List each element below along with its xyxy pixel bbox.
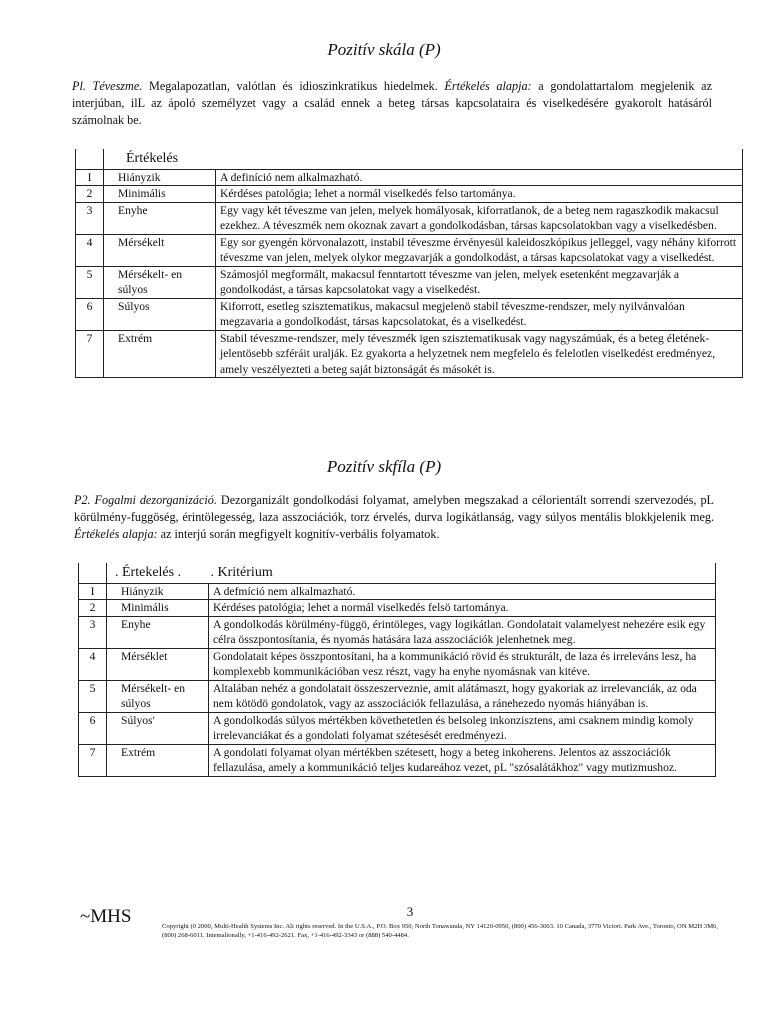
rating-level: Mérsékelt- en súlyos — [107, 680, 209, 712]
rating-criterion: A defmíció nem alkalmazható. — [209, 583, 716, 600]
column-rating: . Értekelés . — [107, 563, 209, 583]
rating-number: 7 — [76, 330, 104, 378]
rating-row — [76, 169, 743, 186]
item-code: Pl. Téveszme. — [72, 79, 143, 93]
rating-criterion: Számosjól megformált, makacsul fenntartott téveszme van jelen, melyek esetenként megzavarják a gondolkodást, a társas kapcsolatokat vagy a viselkedést. — [216, 266, 743, 298]
column-criterion — [216, 149, 743, 169]
rating-level: Súlyos — [104, 298, 216, 330]
rating-number: 2 — [76, 186, 104, 203]
rating-criterion: A gondolkodás súlyos mértékben követhetetlen és belsoleg inkonzisztens, ami csaknem mindig komoly irrelevanciákat és a gondolati folyamat szétesését eredményezi. — [209, 712, 716, 744]
rating-basis-text: az interjú során megfigyelt kognitív-verbális folyamatok. — [157, 527, 440, 541]
rating-rows — [76, 169, 743, 378]
rating-row — [79, 680, 716, 712]
rating-basis-label: Értékelés alapja: — [444, 79, 532, 93]
rating-level: Extrém — [107, 744, 209, 776]
column-number — [76, 149, 104, 169]
rating-number: 6 — [79, 712, 107, 744]
rating-row — [79, 600, 716, 617]
rating-row — [79, 744, 716, 776]
page-number: 3 — [406, 904, 414, 919]
column-number — [79, 563, 107, 583]
rating-row — [76, 330, 743, 378]
rating-row — [76, 298, 743, 330]
rating-number: 4 — [76, 234, 104, 266]
rating-row — [76, 234, 743, 266]
rating-level: Minimális — [107, 600, 209, 617]
rating-number: 3 — [79, 616, 107, 648]
rating-criterion: A gondolati folyamat olyan mértékben szétesett, hogy a beteg inkoherens. Jelentos az asszociációk fellazulása, amely a kommunikáció teljes kudareához vezet, pL "szósalátákhoz" vagy mutizmushoz. — [209, 744, 716, 776]
rating-criterion: Egy vagy két téveszme van jelen, melyek homályosak, kiforratlanok, de a beteg nem ragaszkodik makacsul ezekhez. A téveszmék nem okoznak zavart a gondolkodásban, társas kapcsolatokban vagy a viselkedésben. — [216, 202, 743, 234]
column-rating: Értékelés — [104, 149, 216, 169]
rating-row — [76, 202, 743, 234]
copyright-notice: Copyright (0 2000, Multi-Health Systems Inc. Ali rights reserved. In the U.S.A., P.O. Box 950, North Tonawanda, NY 14120-0950, (800) 456-3003. 10 Canada, 3770 Victori. Park Ave., Toronto, ON M2H 3M6, (800) 268-6011. Intemalionally, +1-416-492-2621. Fax, +1-416-492-3343 or (888) 540-4484. — [162, 923, 718, 939]
rating-criterion: Altalában nehéz a gondolatait összeszerveznie, amit alátámaszt, hogy gyakoriak az irrelevanciák, az oda nem kötödö gondolatok, vagy az asszociációk fellazulása, a ránehezedo nyomás hiányában is. — [209, 680, 716, 712]
rating-criterion: Gondolatait képes összpontosítani, ha a kommunikáció rövid és strukturált, de laza és irreleváns lesz, ha komplexebb kommunikációban vesz részt, vagy ha enyhe nyomásnak van kitéve. — [209, 648, 716, 680]
rating-level: Hiányzik — [107, 583, 209, 600]
rating-level: Minimális — [104, 186, 216, 203]
rating-number: 7 — [79, 744, 107, 776]
rating-criterion: A definíció nem alkalmazható. — [216, 169, 743, 186]
rating-level: Mérsékelt — [104, 234, 216, 266]
rating-number: 6 — [76, 298, 104, 330]
rating-row — [76, 186, 743, 203]
rating-level: Enyhe — [107, 616, 209, 648]
publisher-logo: ~MHS — [80, 906, 132, 927]
rating-criterion: Kérdéses patológia; lehet a normál viselkedés felso tartománya. — [216, 186, 743, 203]
rating-number: 4 — [79, 648, 107, 680]
rating-level: Extrém — [104, 330, 216, 378]
item-definition: Dezorganizált gondolkodási folyamat, amelyben megszakad a célorientált sorrendi szervezodés, pL körülmény-fuggöség, érintölegesség, laza asszociációk, torz érvelés, durva logikátlanság, vagy súlyos mentális blokkjelenik meg. — [74, 493, 714, 524]
rating-level: Mérséklet — [107, 648, 209, 680]
section1-intro — [72, 78, 712, 129]
section2-title: Pozitív skfíla (P) — [326, 457, 442, 476]
rating-basis-label: Értékelés alapja: — [74, 527, 158, 541]
rating-level: Hiányzik — [104, 169, 216, 186]
item-definition: Megalapozatlan, valótlan és idioszinkratikus hiedelmek. — [142, 79, 445, 93]
rating-table-1 — [75, 149, 743, 378]
rating-criterion: A gondolkodás körülmény-függö, érintöleges, vagy logikátlan. Gondolatait valamelyest nehezére esik egy célra összpontosítania, és nyomás hatására laza asszociációk jelenhetnek meg. — [209, 616, 716, 648]
rating-row — [79, 712, 716, 744]
section2-intro — [74, 492, 714, 543]
rating-criterion: Kiforrott, esetleg szisztematikus, makacsul megjelenö stabil téveszme-rendszer, mely nyilvánvalóan megzavaria a gondolkodást, társas kapcsolatokat, és a viselkedést. — [216, 298, 743, 330]
section1-title: Pozitív skála (P) — [327, 40, 441, 59]
rating-number: I — [76, 169, 104, 186]
rating-number: 2 — [79, 600, 107, 617]
rating-criterion: Kérdéses patológia; lehet a normál viselkedés felsö tartománya. — [209, 600, 716, 617]
rating-level: Mérsékelt- en súlyos — [104, 266, 216, 298]
rating-rows — [79, 583, 716, 776]
rating-row — [79, 648, 716, 680]
rating-criterion: Stabil téveszme-rendszer, mely téveszmék igen szisztematikusak vagy nagyszámúak, és a beteg életénekjelentösebb szféráit uralják. Ez gyakorta a helyzetnek nem megfelelo és felelotlen viselkedést eredményez, amely veszélyezteti a beteg saját biztonságát és másokét is. — [216, 330, 743, 378]
rating-level: Súlyos' — [107, 712, 209, 744]
rating-table-2 — [78, 563, 716, 777]
rating-number: 3 — [76, 202, 104, 234]
item-code: P2. Fogalmi dezorganizáció. — [74, 493, 217, 507]
rating-basis-text: a gondolattartalom megjelenik az interjúban, ilL az ápoló személyzet vagy a család ennek a beteg társas kapcsolataira és viselkedésére gyakorolt hatásáról számolnak be. — [72, 79, 712, 127]
rating-criterion: Egy sor gyengén körvonalazott, instabil téveszme érvényesül kaleidoszkópikus jelleggel, vagy néhány kiforrott téveszme van jelen, melyek olykor megzavarják a gondolkodást, a társas kapcsolatokat vagy a viselkedést. — [216, 234, 743, 266]
rating-row — [79, 616, 716, 648]
column-criterion: . Kritérium — [209, 563, 716, 583]
rating-row — [79, 583, 716, 600]
rating-number: 5 — [79, 680, 107, 712]
rating-row — [76, 266, 743, 298]
rating-number: I — [79, 583, 107, 600]
rating-level: Enyhe — [104, 202, 216, 234]
rating-number: 5 — [76, 266, 104, 298]
